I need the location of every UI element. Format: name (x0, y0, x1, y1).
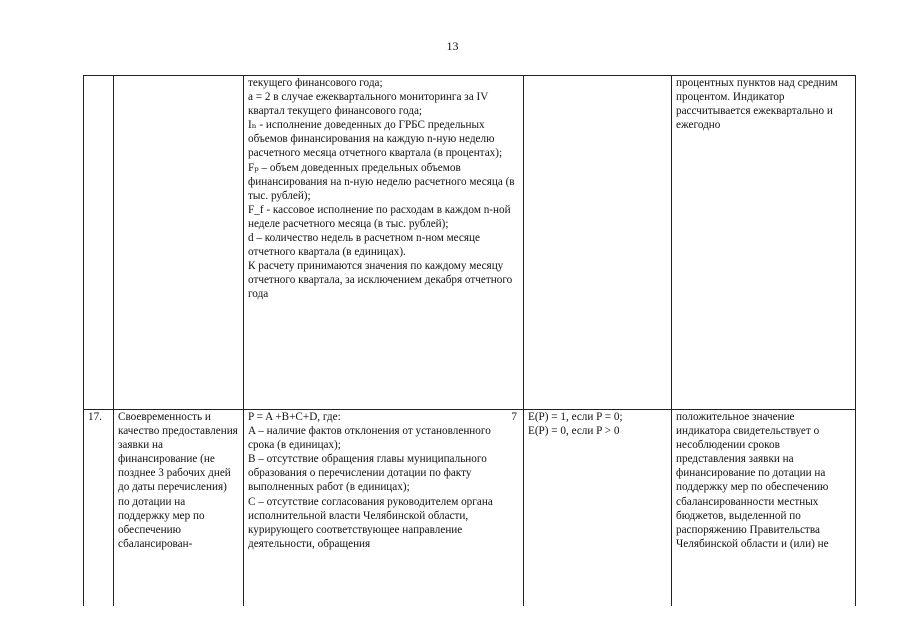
formula-cell (244, 410, 524, 607)
evaluation-cell (524, 76, 672, 410)
indicators-table (83, 75, 856, 606)
row-number: 17. (88, 411, 102, 423)
indicator-cell (114, 410, 244, 607)
formula-cell (244, 76, 524, 410)
table-row (84, 76, 856, 410)
indicator-name: Своевременность и качество предоставления заявки на финансирование (не позднее 3 рабочих дней до даты перечисления) по дотации на поддержку мер по обеспечению сбалансирован- (118, 411, 238, 550)
evaluation-rule: E(P) = 1, если P = 0; E(P) = 0, если P > 0 (528, 411, 623, 438)
evaluation-cell (524, 410, 672, 607)
formula-description: текущего финансового года; а = 2 в случае ежеквартального мониторинга за IV квартал текущего финансового года; Iₙ - исполнение доведенных до ГРБС предельных объемов финансирования на каждую n-ную неделю расчетного месяца отчетного квартала (в процентах); Fₚ – объем доведенных предельных объемов финансирования на n-ную неделю расчетного месяца (в тыс. рублей); F_f - кассовое исполнение по расходам в каждом n-ной неделе расчетного месяца (в тыс. рублей); d – количество недель в расчетном n-ном месяце отчетного квартала (в единицах). К расчету принимаются значения по каждому месяцу отчетного квартала, за исключением декабря отчетного года (248, 77, 515, 301)
indicator-cell (114, 76, 244, 410)
formula-header (248, 410, 519, 424)
table-row (84, 410, 856, 607)
row-number-cell (84, 76, 114, 410)
page-number: 13 (446, 39, 459, 53)
comment-text: положительное значение индикатора свидетельствует о несоблюдении сроков представления заявки на финансирование по дотации на поддержку мер по обеспечению сбалансированности местных бюджетов, выделенной по распоряжению Правительства Челябинской области и (или) не (676, 411, 829, 550)
comment-cell (672, 410, 856, 607)
comment-text: процентных пунктов над средним процентом. Индикатор рассчитывается ежеквартально и ежегодно (676, 77, 838, 132)
row-number-cell (84, 410, 114, 607)
comment-cell (672, 76, 856, 410)
formula-expression: P = A +B+C+D, где: (248, 411, 341, 423)
formula-description: A – наличие фактов отклонения от установленного срока (в единицах); B – отсутствие обращения главы муниципального образования о перечислении дотации по факту выполненных работ (в единицах); C – отсутствие согласования руководителем органа исполнительной власти Челябинской области, курирующего соответствующее направление деятельности, обращения (248, 425, 493, 550)
weight-value: 7 (511, 411, 517, 423)
